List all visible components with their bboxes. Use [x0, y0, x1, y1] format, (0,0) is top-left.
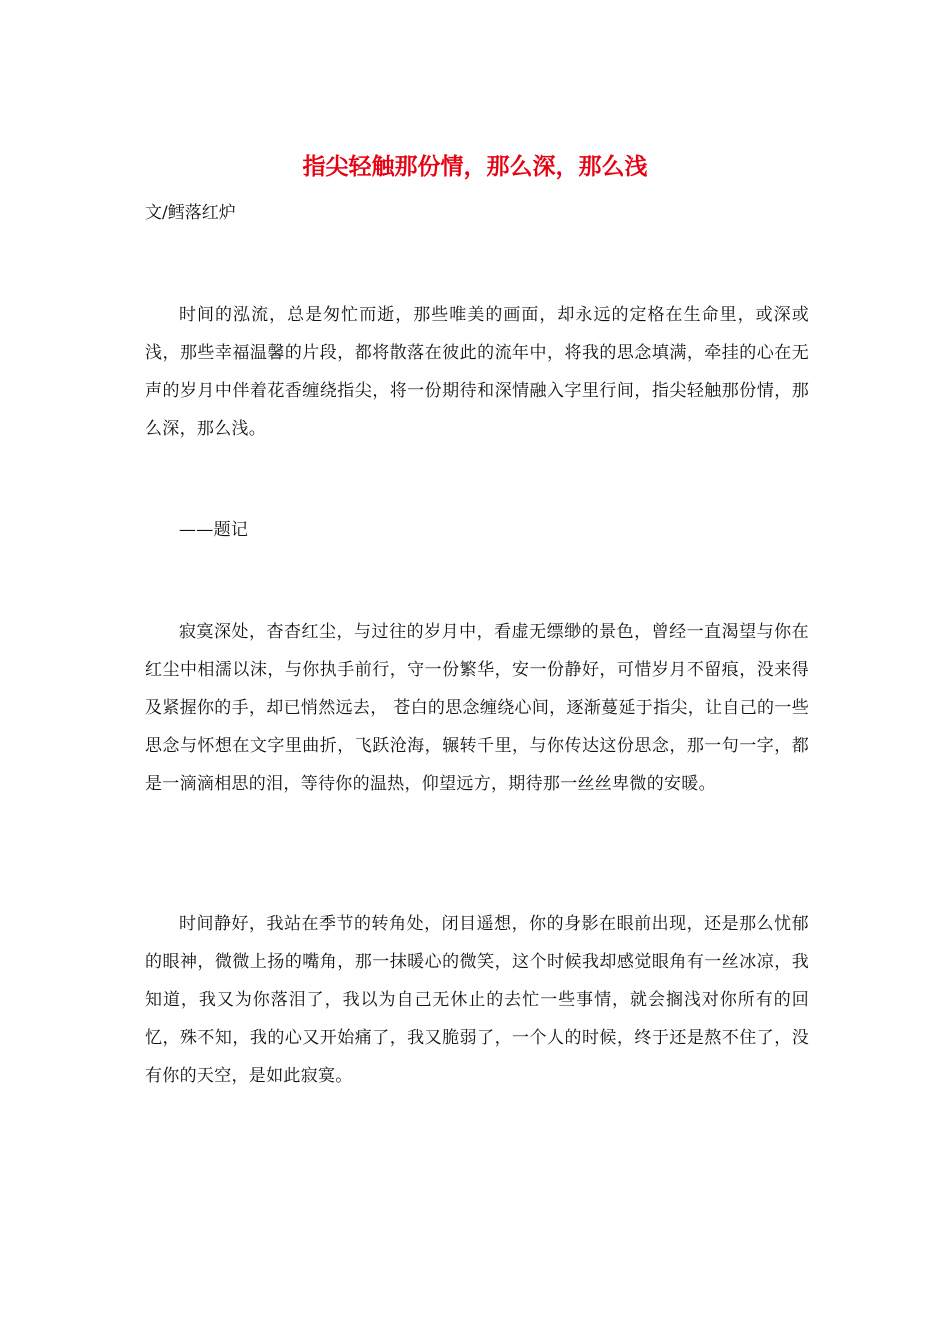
document-title: 指尖轻触那份情，那么深，那么浅: [302, 154, 648, 180]
author-byline: 文/鳕落红炉: [145, 203, 236, 223]
paragraph-body-2: 时间静好，我站在季节的转角处，闭目遥想，你的身影在眼前出现，还是那么忧郁的眼神，微微上扬的嘴角，那一抹暖心的微笑，这个时候我却感觉眼角有一丝冰凉，我知道，我又为你落泪了，我以为自己无休止的去忙一些事情，就会搁浅对你所有的回忆，殊不知，我的心又开始痛了，我又脆弱了，一个人的时候，终于还是熬不住了，没有你的天空，是如此寂寞。: [145, 914, 809, 1086]
paragraph-intro: 时间的泓流，总是匆忙而逝，那些唯美的画面，却永远的定格在生命里，或深或浅，那些幸福温馨的片段，都将散落在彼此的流年中，将我的思念填满，牵挂的心在无声的岁月中伴着花香缠绕指尖，将一份期待和深情融入字里行间，指尖轻触那份情，那么深，那么浅。: [145, 305, 809, 439]
paragraph-body-1: 寂寞深处，杳杳红尘，与过往的岁月中，看虚无缥缈的景色，曾经一直渴望与你在红尘中相濡以沫，与你执手前行，守一份繁华，安一份静好，可惜岁月不留痕，没来得及紧握你的手，却已悄然远去， 苍白的思念缠绕心间，逐渐蔓延于指尖，让自己的一些思念与怀想在文字里曲折，飞跃沧海，辗转千里，与你传达这份思念，那一句一字，都是一滴滴相思的泪，等待你的温热，仰望远方，期待那一丝丝卑微的安暖。: [145, 622, 809, 794]
paragraph-epigraph-note: ——题记: [179, 520, 249, 540]
